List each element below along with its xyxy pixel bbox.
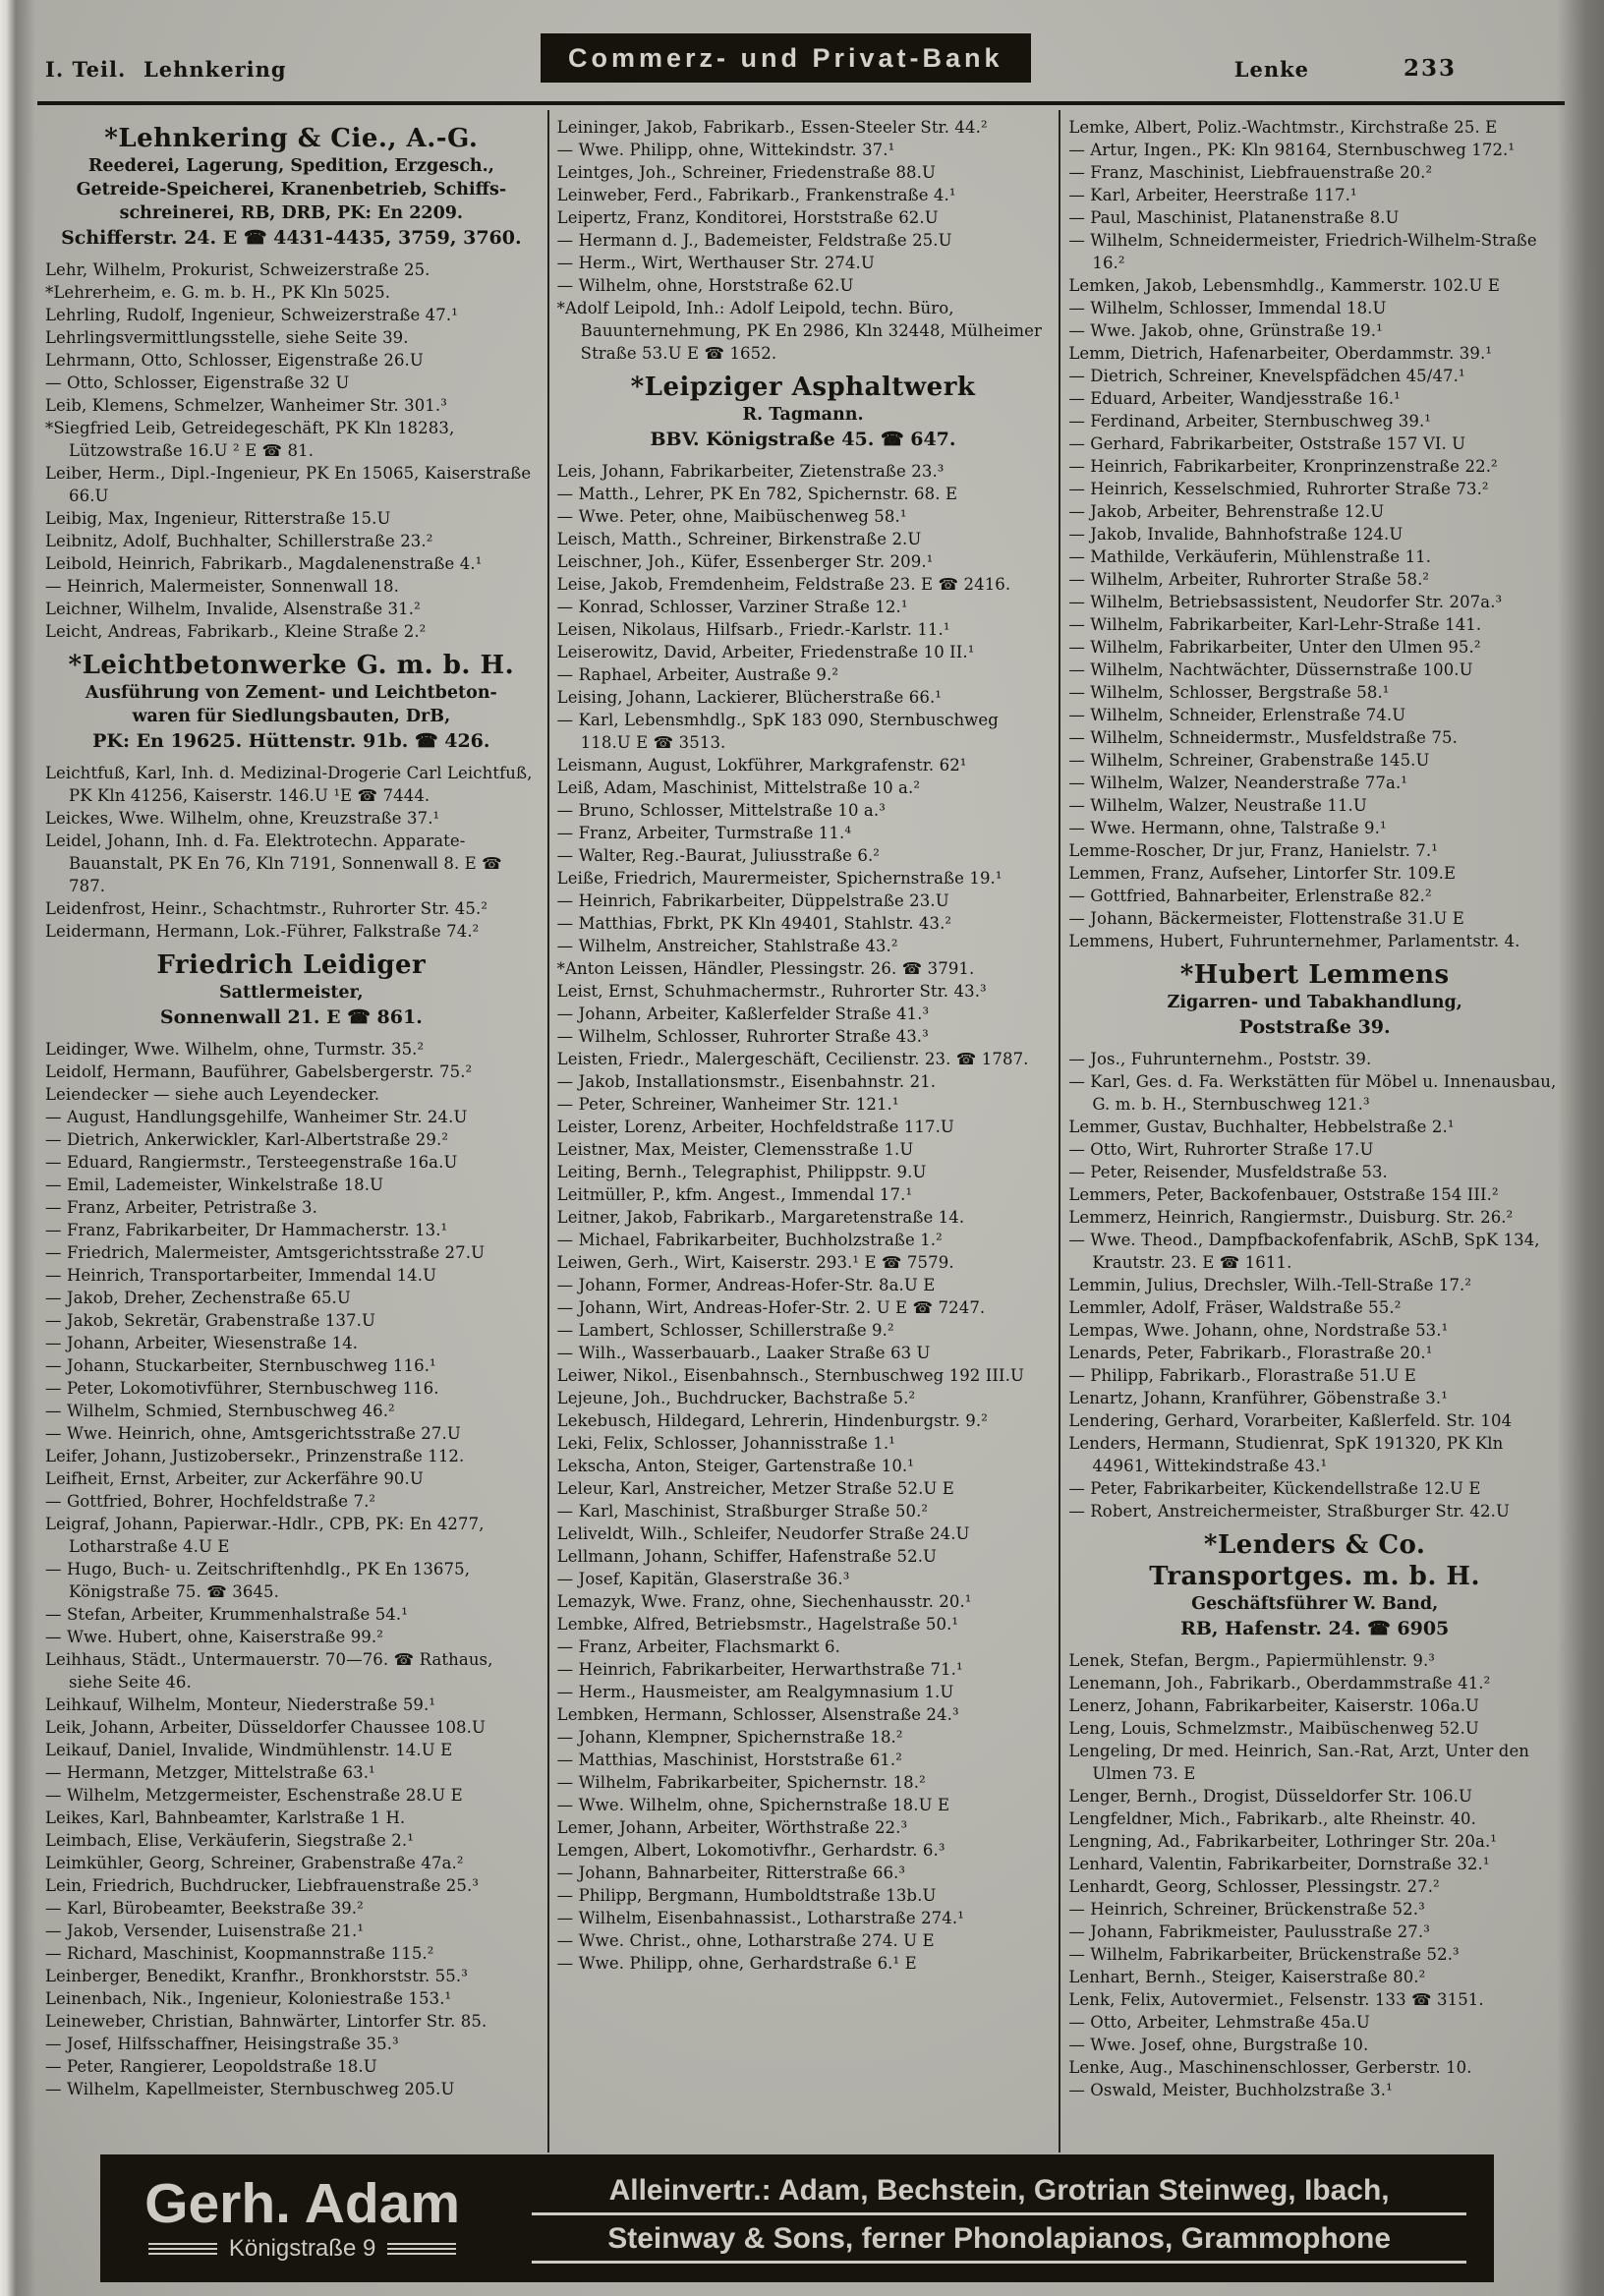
ad-line: PK: En 19625. Hüttenstr. 91b. ☎ 426. [92,730,490,752]
directory-entry: Leiwen, Gerh., Wirt, Kaiserstr. 293.¹ E ☎ 7579. [556,1253,954,1272]
directory-entry: Leisch, Matth., Schreiner, Birkenstraße 2.U [556,530,922,548]
bank-ad-banner: Commerz- und Privat-Bank [543,35,1029,81]
directory-entry: — Johann, Bäckermeister, Flottenstraße 31.U E [1068,909,1464,928]
directory-entry: — Jakob, Installationsmstr., Eisenbahnstr. 21. [556,1072,937,1091]
directory-entry: — Wwe. Philipp, ohne, Gerhardstraße 6.¹ E [556,1954,917,1973]
directory-entry: Lemm, Dietrich, Hafenarbeiter, Oberdammstr. 39.¹ [1068,344,1493,363]
directory-entry: Lemmens, Hubert, Fuhrunternehmer, Parlamentstr. 4. [1068,932,1520,950]
directory-entry: — Jakob, Invalide, Bahnhofstraße 124.U [1068,525,1404,544]
directory-entry: — Johann, Bahnarbeiter, Ritterstraße 66.³ [556,1864,906,1882]
directory-entry: Lenards, Peter, Fabrikarb., Florastraße 20.¹ [1068,1344,1433,1362]
directory-entry: Lemer, Johann, Arbeiter, Wörthstraße 22.³ [556,1818,908,1837]
directory-entry: — Wwe. Wilhelm, ohne, Spichernstraße 18.U E [556,1796,950,1814]
directory-entry: — Wilhelm, Arbeiter, Ruhrorter Straße 58.² [1068,570,1430,589]
directory-entry: — Wwe. Peter, ohne, Maibüschenweg 58.¹ [556,507,907,526]
directory-entry: — Wilhelm, Fabrikarbeiter, Brückenstraße 52.³ [1068,1945,1460,1964]
ad-line: Sattlermeister, [219,983,364,1003]
directory-entry: Lejeune, Joh., Buchdrucker, Bachstraße 5.² [556,1389,916,1407]
directory-entry: Lemazyk, Wwe. Franz, ohne, Siechenhausstr. 20.¹ [556,1592,972,1611]
directory-entry: Leibig, Max, Ingenieur, Ritterstraße 15.U [45,509,391,528]
directory-entry: — Robert, Anstreichermeister, Straßburger Str. 42.U [1068,1502,1510,1521]
directory-entry: Lenerz, Johann, Fabrikarbeiter, Kaiserstr. 106a.U [1068,1696,1480,1715]
directory-entry: — Wilhelm, Walzer, Neanderstraße 77a.¹ [1068,774,1408,792]
directory-entry: — Jakob, Arbeiter, Behrenstraße 12.U [1068,502,1385,521]
directory-entry: Leitner, Jakob, Fabrikarb., Margaretenstraße 14. [556,1208,965,1227]
ad-line: schreinerei, RB, DRB, PK: En 2209. [119,203,464,223]
directory-entry: Lemmerz, Heinrich, Rangiermstr., Duisburg. Str. 26.² [1068,1208,1514,1227]
display-ad [47,650,536,754]
directory-entry: Lenders, Hermann, Studienrat, SpK 191320, PK Kln 44961, Wittekindstraße 43.¹ [1068,1434,1504,1475]
ad-line: Poststraße 39. [1238,1016,1391,1038]
directory-entry: — Matthias, Maschinist, Horststraße 61.² [556,1751,902,1769]
directory-entry: Leiber, Herm., Dipl.-Ingenieur, PK En 15065, Kaiserstraße 66.U [45,464,532,505]
directory-entry: Lemmer, Gustav, Buchhalter, Hebbelstraße 2.¹ [1068,1118,1455,1136]
directory-entry: Leister, Lorenz, Arbeiter, Hochfeldstraße 117.U [556,1118,954,1136]
directory-entry: — Wwe. Hermann, ohne, Talstraße 9.¹ [1068,819,1387,837]
directory-entry: — Wilhelm, Walzer, Neustraße 11.U [1068,796,1367,815]
directory-entry: Leinenbach, Nik., Ingenieur, Koloniestraße 153.¹ [45,1989,452,2008]
directory-entry: — Otto, Arbeiter, Lehmstraße 45a.U [1068,2013,1370,2032]
directory-entry: *Lehrerheim, e. G. m. b. H., PK Kln 5025. [45,283,391,302]
page-number: 233 [1403,55,1457,82]
directory-entry: Leidermann, Hermann, Lok.-Führer, Falkstraße 74.² [45,922,480,941]
display-ad [559,372,1048,452]
part-label: I. Teil. [45,57,127,82]
directory-entry: Leihhaus, Städt., Untermauerstr. 70—76. ☎ Rathaus, siehe Seite 46. [45,1650,493,1692]
directory-entry: Leimkühler, Georg, Schreiner, Grabenstraße 47a.² [45,1854,464,1872]
ad-line: Sonnenwall 21. E ☎ 861. [159,1006,423,1028]
directory-entry: — Johann, Former, Andreas-Hofer-Str. 8a.U E [556,1276,936,1294]
page-header [0,0,1604,108]
directory-entry: — Wwe. Philipp, ohne, Wittekindstr. 37.¹ [556,141,895,159]
directory-entry: Leistner, Max, Meister, Clemensstraße 1.U [556,1140,914,1159]
directory-entry: — Wilhelm, Betriebsassistent, Neudorfer Str. 207a.³ [1068,593,1503,611]
directory-entry: — Franz, Arbeiter, Petristraße 3. [45,1198,317,1217]
directory-entry: — Wilhelm, Schneider, Erlenstraße 74.U [1068,706,1406,724]
directory-entry: Lengfeldner, Mich., Fabrikarb., alte Rheinstr. 40. [1068,1809,1476,1828]
directory-entry: Leising, Johann, Lackierer, Blücherstraße 66.¹ [556,688,942,707]
directory-entry: Lenger, Bernh., Drogist, Düsseldorfer Str. 106.U [1068,1787,1472,1806]
directory-entry: — Wilhelm, Nachtwächter, Düssernstraße 100.U [1068,660,1473,679]
directory-entry: — Wilhelm, Schneidermeister, Friedrich-Wilhelm-Straße 16.² [1068,231,1537,272]
directory-entry: Lehrlingsvermittlungsstelle, siehe Seite 39. [45,328,409,347]
directory-entry: *Siegfried Leib, Getreidegeschäft, PK Kln 18283, Lützowstraße 16.U ² E ☎ 81. [45,419,455,460]
directory-entry: — Hugo, Buch- u. Zeitschriftenhdlg., PK En 13675, Königstraße 75. ☎ 3645. [45,1560,471,1601]
directory-entry: — Josef, Hilfsschaffner, Heisingstraße 35.³ [45,2035,399,2053]
display-ad [1070,1529,1559,1641]
directory-entry: Leihkauf, Wilhelm, Monteur, Niederstraße 59.¹ [45,1695,436,1714]
directory-entry: — Johann, Wirt, Andreas-Hofer-Str. 2. U E ☎ 7247. [556,1298,986,1317]
bottom-ad-address-row [148,2237,456,2261]
column-3 [1059,110,1571,2152]
ad-line: waren für Siedlungsbauten, DrB, [132,707,451,726]
directory-entry: — Gerhard, Fabrikarbeiter, Oststraße 157 VI. U [1068,434,1466,453]
directory-entry: — Hermann, Metzger, Mittelstraße 63.¹ [45,1763,375,1782]
directory-entry: — Peter, Fabrikarbeiter, Kückendellstraße 12.U E [1068,1479,1481,1498]
guide-word-left: Lehnkering [143,57,287,82]
directory-entry: Lenek, Stefan, Bergm., Papiermühlenstr. 9.³ [1068,1651,1436,1670]
directory-entry: — Wilhelm, Fabrikarbeiter, Karl-Lehr-Straße 141. [1068,615,1482,634]
ad-line: *Hubert Lemmens [1179,960,1450,990]
bottom-ad-company: Gerh. Adam [144,2172,461,2235]
directory-entry: — Wilhelm, Eisenbahnassist., Lotharstraße 274.¹ [556,1909,964,1927]
bottom-ad-line-1: Alleinvertr.: Adam, Bechstein, Grotrian Steinweg, Ibach, [532,2174,1466,2215]
directory-entry: Lembke, Alfred, Betriebsmstr., Hagelstraße 50.¹ [556,1615,959,1634]
directory-entry: — Heinrich, Kesselschmied, Ruhrorter Straße 73.² [1068,480,1489,498]
directory-entry: — Heinrich, Fabrikarbeiter, Kronprinzenstraße 22.² [1068,457,1498,476]
directory-entry: — Peter, Rangierer, Leopoldstraße 18.U [45,2057,377,2076]
ad-line: Geschäftsführer W. Band, [1191,1594,1439,1614]
directory-entry: Lellmann, Johann, Schiffer, Hafenstraße 52.U [556,1547,938,1566]
directory-entry: Leineweber, Christian, Bahnwärter, Lintorfer Str. 85. [45,2012,487,2031]
guide-word-right: Lenke [1233,57,1309,82]
directory-entry: Leichtfuß, Karl, Inh. d. Medizinal-Drogerie Carl Leichtfuß, PK Kln 41256, Kaiserstr. 146.U ¹E ☎ 7444. [45,764,533,805]
ad-line: *Leichtbetonwerke G. m. b. H. [68,651,515,680]
directory-entry: Leis, Johann, Fabrikarbeiter, Zietenstraße 23.³ [556,462,945,481]
directory-entry: — Johann, Arbeiter, Kaßlerfelder Straße 41.³ [556,1004,930,1023]
directory-entry: Lemgen, Albert, Lokomotivfhr., Gerhardstr. 6.³ [556,1841,945,1860]
directory-entry: Leifheit, Ernst, Arbeiter, zur Ackerfähre 90.U [45,1469,424,1488]
bottom-ad-line-2: Steinway & Sons, ferner Phonolapianos, Grammophone [532,2222,1466,2264]
directory-entry: — Wwe. Theod., Dampfbackofenfabrik, ASchB, SpK 134, Krautstr. 23. E ☎ 1611. [1068,1231,1540,1272]
directory-entry: — Oswald, Meister, Buchholzstraße 3.¹ [1068,2081,1393,2099]
directory-entry: Leismann, August, Lokführer, Markgrafenstr. 62¹ [556,756,967,775]
directory-entry: — Philipp, Bergmann, Humboldtstraße 13b.U [556,1886,937,1905]
directory-entry: — Wwe. Jakob, ohne, Grünstraße 19.¹ [1068,321,1383,340]
directory-entry: Leininger, Jakob, Fabrikarb., Essen-Steeler Str. 44.² [556,118,988,137]
columns [37,110,1571,2152]
bottom-ad-banner [100,2154,1494,2282]
ad-line: Zigarren- und Tabakhandlung, [1167,993,1462,1012]
directory-entry: — Karl, Maschinist, Straßburger Straße 50.² [556,1502,929,1521]
directory-entry: — Herm., Wirt, Werthauser Str. 274.U [556,254,875,272]
ad-line: Transportges. m. b. H. [1149,1562,1481,1591]
directory-entry: Lendering, Gerhard, Vorarbeiter, Kaßlerfeld. Str. 104 [1068,1411,1513,1430]
directory-entry: Leikes, Karl, Bahnbeamter, Karlstraße 1 H. [45,1808,406,1827]
directory-entry: Leichner, Wilhelm, Invalide, Alsenstraße 31.² [45,600,421,618]
directory-entry: — Hermann d. J., Bademeister, Feldstraße 25.U [556,231,952,250]
directory-entry: Lengeling, Dr med. Heinrich, San.-Rat, Arzt, Unter den Ulmen 73. E [1068,1742,1530,1783]
directory-entry: — Lambert, Schlosser, Schillerstraße 9.² [556,1321,894,1340]
directory-entry: — Wilhelm, Schneidermstr., Musfeldstraße 75. [1068,728,1458,747]
directory-entry: — Philipp, Fabrikarb., Florastraße 51.U E [1068,1366,1416,1385]
directory-entry: Leleur, Karl, Anstreicher, Metzer Straße 52.U E [556,1479,954,1498]
ad-line: BBV. Königstraße 45. ☎ 647. [650,429,956,450]
directory-entry: — Eduard, Arbeiter, Wandjesstraße 16.¹ [1068,389,1401,408]
directory-entry: Lenhardt, Georg, Schlosser, Plessingstr. 27.² [1068,1877,1440,1896]
directory-entry: Leikauf, Daniel, Invalide, Windmühlenstr. 14.U E [45,1741,453,1759]
directory-entry: — Peter, Lokomotivführer, Sternbuschweg 116. [45,1379,439,1398]
directory-entry: — Wilhelm, Anstreicher, Stahlstraße 43.² [556,937,898,955]
directory-entry: — Karl, Ges. d. Fa. Werkstätten für Möbel u. Innenausbau, G. m. b. H., Sternbuschweg 121.³ [1068,1072,1557,1114]
directory-entry: *Anton Leissen, Händler, Plessingstr. 26. ☎ 3791. [556,959,975,978]
directory-entry: Leinberger, Benedikt, Kranfhr., Bronkhorststr. 55.³ [45,1967,468,1985]
directory-entry: Leiwer, Nikol., Eisenbahnsch., Sternbuschweg 192 III.U [556,1366,1024,1385]
ad-line: Friedrich Leidiger [156,950,427,980]
directory-entry: Lemke, Albert, Poliz.-Wachtmstr., Kirchstraße 25. E [1068,118,1498,137]
ad-line: *Leipziger Asphaltwerk [630,373,976,402]
directory-entry: *Adolf Leipold, Inh.: Adolf Leipold, techn. Büro, Bauunternehmung, PK En 2986, Kln 32448, Mülheimer Straße 53.U E ☎ 1652. [556,299,1042,363]
directory-entry: — Artur, Ingen., PK: Kln 98164, Sternbuschweg 172.¹ [1068,141,1516,159]
directory-entry: Leiß, Adam, Maschinist, Mittelstraße 10 a.² [556,778,921,797]
directory-entry: — Peter, Schreiner, Wanheimer Str. 121.¹ [556,1095,899,1114]
directory-entry: — Mathilde, Verkäuferin, Mühlenstraße 11. [1068,547,1432,566]
directory-entry: Leisen, Nikolaus, Hilfsarb., Friedr.-Karlstr. 11.¹ [556,620,950,639]
directory-entry: — Wilhelm, Schlosser, Immendal 18.U [1068,299,1387,317]
directory-entry: — Heinrich, Transportarbeiter, Immendal 14.U [45,1266,437,1285]
column-1 [37,110,547,2152]
directory-entry: — Jakob, Dreher, Zechenstraße 65.U [45,1289,351,1307]
directory-entry: — Johann, Klempner, Spichernstraße 18.² [556,1728,903,1747]
directory-entry: — Wwe. Christ., ohne, Lotharstraße 274. U E [556,1931,935,1950]
directory-entry: — Johann, Arbeiter, Wiesenstraße 14. [45,1334,359,1352]
directory-entry: — Heinrich, Fabrikarbeiter, Düppelstraße 23.U [556,891,949,910]
directory-entry: — Peter, Reisender, Musfeldstraße 53. [1068,1163,1388,1181]
directory-entry: Lenemann, Joh., Fabrikarb., Oberdammstraße 41.² [1068,1674,1491,1693]
directory-entry: Lein, Friedrich, Buchdrucker, Liebfrauenstraße 25.³ [45,1876,480,1895]
directory-entry: Lenartz, Johann, Kranführer, Göbenstraße 3.¹ [1068,1389,1448,1407]
display-ad [47,949,536,1030]
directory-entry: Leik, Johann, Arbeiter, Düsseldorfer Chaussee 108.U [45,1718,486,1737]
directory-entry: Leng, Louis, Schmelzmstr., Maibüschenweg 52.U [1068,1719,1479,1738]
directory-entry: — Wilhelm, ohne, Horststraße 62.U [556,276,854,295]
directory-entry: Leidinger, Wwe. Wilhelm, ohne, Turmstr. 35.² [45,1040,425,1059]
ad-line: Ausführung von Zement- und Leichtbeton- [85,683,497,703]
directory-entry: Leiße, Friedrich, Maurermeister, Spichernstraße 19.¹ [556,869,1002,888]
ad-line: Schifferstr. 24. E ☎ 4431-4435, 3759, 3760. [61,227,522,249]
directory-entry: — Wilhelm, Schlosser, Bergstraße 58.¹ [1068,683,1390,702]
directory-entry: — Franz, Fabrikarbeiter, Dr Hammacherstr. 13.¹ [45,1221,448,1239]
directory-entry: — Stefan, Arbeiter, Krummenhalstraße 54.¹ [45,1605,408,1624]
directory-entry: — Wilhelm, Metzgermeister, Eschenstraße 28.U E [45,1786,463,1805]
directory-entry: Lekebusch, Hildegard, Lehrerin, Hindenburgstr. 9.² [556,1411,988,1430]
directory-entry: — Walter, Reg.-Baurat, Juliusstraße 6.² [556,846,881,865]
directory-entry: — Josef, Kapitän, Glaserstraße 36.³ [556,1570,850,1588]
directory-entry: Lenk, Felix, Autovermiet., Felsenstr. 133 ☎ 3151. [1068,1990,1484,2009]
directory-entry: — Ferdinand, Arbeiter, Sternbuschweg 39.¹ [1068,412,1432,430]
directory-entry: Leibold, Heinrich, Fabrikarb., Magdalenenstraße 4.¹ [45,554,483,573]
directory-entry: Lemmers, Peter, Backofenbauer, Oststraße 154 III.² [1068,1185,1499,1204]
directory-entry: — Konrad, Schlosser, Varziner Straße 12.¹ [556,598,908,616]
display-ad [1070,959,1559,1040]
directory-entry: — Otto, Wirt, Ruhrorter Straße 17.U [1068,1140,1374,1159]
ad-line: *Lehnkering & Cie., A.-G. [104,124,479,153]
directory-entry: Lemmen, Franz, Aufseher, Lintorfer Str. 109.E [1068,864,1457,883]
directory-entry: — Heinrich, Schreiner, Brückenstraße 52.³ [1068,1900,1425,1919]
bottom-ad-right [504,2154,1494,2282]
directory-entry: Leifer, Johann, Justizobersekr., Prinzenstraße 112. [45,1447,465,1465]
directory-entry: — Johann, Fabrikmeister, Paulusstraße 27.³ [1068,1923,1430,1941]
directory-entry: Lemmler, Adolf, Fräser, Waldstraße 55.² [1068,1298,1402,1317]
directory-entry: Lemken, Jakob, Lebensmhdlg., Kammerstr. 102.U E [1068,276,1500,295]
directory-entry: — Wilhelm, Fabrikarbeiter, Spichernstr. 18.² [556,1773,926,1792]
directory-entry: — Richard, Maschinist, Koopmannstraße 115.² [45,1944,434,1963]
stripe-decoration-icon [387,2243,456,2256]
ad-line: RB, Hafenstr. 24. ☎ 6905 [1180,1618,1450,1639]
directory-entry: — Wilhelm, Schmied, Sternbuschweg 46.² [45,1402,395,1420]
directory-entry: — Jakob, Sekretär, Grabenstraße 137.U [45,1311,375,1330]
bottom-ad-address: Königstraße 9 [228,2235,376,2262]
directory-entry: Lenhard, Valentin, Fabrikarbeiter, Dornstraße 32.¹ [1068,1855,1490,1873]
directory-entry: Leliveldt, Wilh., Schleifer, Neudorfer Straße 24.U [556,1524,970,1543]
directory-entry: — Raphael, Arbeiter, Austraße 9.² [556,665,839,684]
directory-entry: Leigraf, Johann, Papierwar.-Hdlr., CPB, PK: En 4277, Lotharstraße 4.U E [45,1515,485,1556]
header-rule [37,101,1565,105]
directory-entry: — Wilh., Wasserbauarb., Laaker Straße 63 U [556,1344,931,1362]
ad-line: *Lenders & Co. [1203,1530,1426,1560]
directory-entry: — Heinrich, Fabrikarbeiter, Herwarthstraße 71.¹ [556,1660,963,1679]
directory-entry: — Paul, Maschinist, Platanenstraße 8.U [1068,208,1400,227]
directory-entry: — Wwe. Josef, ohne, Burgstraße 10. [1068,2036,1369,2054]
directory-entry: — Friedrich, Malermeister, Amtsgerichtsstraße 27.U [45,1243,486,1262]
directory-entry: Leipertz, Franz, Konditorei, Horststraße 62.U [556,208,939,227]
directory-entry: Lempas, Wwe. Johann, ohne, Nordstraße 53.¹ [1068,1321,1449,1340]
directory-entry: — Eduard, Rangiermstr., Tersteegenstraße 16a.U [45,1153,458,1172]
directory-entry: Leki, Felix, Schlosser, Johannisstraße 1.¹ [556,1434,895,1453]
stripe-decoration-icon [148,2243,217,2256]
directory-entry: — Wilhelm, Fabrikarbeiter, Unter den Ulmen 95.² [1068,638,1481,657]
directory-entry: Leischner, Joh., Küfer, Essenberger Str. 209.¹ [556,552,934,571]
directory-entry: — Emil, Lademeister, Winkelstraße 18.U [45,1176,384,1194]
directory-entry: Leimbach, Elise, Verkäuferin, Siegstraße 2.¹ [45,1831,414,1850]
directory-entry: — Karl, Bürobeamter, Beekstraße 39.² [45,1899,364,1918]
directory-entry: Leitmüller, P., kfm. Angest., Immendal 17.¹ [556,1185,913,1204]
ad-line: Reederei, Lagerung, Spedition, Erzgesch., [87,156,494,176]
directory-entry: Leintges, Joh., Schreiner, Friedenstraße 88.U [556,163,937,182]
directory-entry: — Herm., Hausmeister, am Realgymnasium 1.U [556,1683,954,1701]
directory-entry: — Jos., Fuhrunternehm., Poststr. 39. [1068,1050,1372,1068]
ad-line: Getreide-Speicherei, Kranenbetrieb, Schiffs- [76,180,507,200]
directory-entry: — Gottfried, Bohrer, Hochfeldstraße 7.² [45,1492,376,1511]
column-2 [547,110,1060,2152]
directory-entry: — Bruno, Schlosser, Mittelstraße 10 a.³ [556,801,886,820]
directory-entry: Lehrmann, Otto, Schlosser, Eigenstraße 26.U [45,351,424,370]
directory-entry: Leist, Ernst, Schuhmachermstr., Ruhrorter Str. 43.³ [556,982,987,1001]
directory-entry: — Otto, Schlosser, Eigenstraße 32 U [45,373,350,392]
directory-entry: Lenhart, Bernh., Steiger, Kaiserstraße 80.² [1068,1968,1426,1986]
directory-entry: — Gottfried, Bahnarbeiter, Erlenstraße 82.² [1068,887,1432,905]
directory-entry: — Heinrich, Malermeister, Sonnenwall 18. [45,577,399,596]
display-ad [47,123,536,251]
bottom-ad-left [100,2154,504,2282]
directory-entry: Leidel, Johann, Inh. d. Fa. Elektrotechn. Apparate-Bauanstalt, PK En 76, Kln 7191, Sonnenwall 8. E ☎ 787. [45,832,502,895]
directory-entry: — Matthias, Fbrkt, PK Kln 49401, Stahlstr. 43.² [556,914,952,933]
directory-entry: — Michael, Fabrikarbeiter, Buchholzstraße 1.² [556,1231,943,1249]
directory-entry: Leinweber, Ferd., Fabrikarb., Frankenstraße 4.¹ [556,186,956,204]
directory-entry: Lemme-Roscher, Dr jur, Franz, Hanielstr. 7.¹ [1068,841,1438,860]
directory-entry: — Wwe. Heinrich, ohne, Amtsgerichtsstraße 27.U [45,1424,461,1443]
directory-entry: Lemmin, Julius, Drechsler, Wilh.-Tell-Straße 17.² [1068,1276,1472,1294]
directory-entry: — Wwe. Hubert, ohne, Kaiserstraße 99.² [45,1628,383,1646]
directory-entry: Leidolf, Hermann, Bauführer, Gabelsbergerstr. 75.² [45,1062,473,1081]
directory-entry: — Karl, Lebensmhdlg., SpK 183 090, Sternbuschweg 118.U E ☎ 3513. [556,711,999,752]
directory-entry: Leise, Jakob, Fremdenheim, Feldstraße 23. E ☎ 2416. [556,575,1011,594]
directory-entry: Leidenfrost, Heinr., Schachtmstr., Ruhrorter Str. 45.² [45,899,488,918]
directory-entry: — Dietrich, Ankerwickler, Karl-Albertstraße 29.² [45,1130,449,1149]
directory-entry: Leiendecker — siehe auch Leyendecker. [45,1085,380,1104]
directory-entry: Lengning, Ad., Fabrikarbeiter, Lothringer Str. 20a.¹ [1068,1832,1498,1851]
directory-entry: — Matth., Lehrer, PK En 782, Spichernstr. 68. E [556,485,958,503]
directory-entry: Leibnitz, Adolf, Buchhalter, Schillerstraße 23.² [45,532,433,550]
directory-entry: Lenke, Aug., Maschinenschlosser, Gerberstr. 10. [1068,2058,1472,2077]
directory-entry: Leisten, Friedr., Malergeschäft, Cecilienstr. 23. ☎ 1787. [556,1050,1029,1068]
directory-entry: Leiting, Bernh., Telegraphist, Philippstr. 9.U [556,1163,927,1181]
directory-entry: — Karl, Arbeiter, Heerstraße 117.¹ [1068,186,1357,204]
directory-entry: Lekscha, Anton, Steiger, Gartenstraße 10.¹ [556,1457,914,1475]
directory-entry: Leicht, Andreas, Fabrikarb., Kleine Straße 2.² [45,622,427,641]
directory-entry: — Wilhelm, Schreiner, Grabenstraße 145.U [1068,751,1430,770]
directory-entry: Leickes, Wwe. Wilhelm, ohne, Kreuzstraße 37.¹ [45,809,440,828]
directory-entry: — Wilhelm, Schlosser, Ruhrorter Straße 43.³ [556,1027,929,1046]
directory-entry: Lehrling, Rudolf, Ingenieur, Schweizerstraße 47.¹ [45,306,458,324]
directory-entry: — Franz, Arbeiter, Flachsmarkt 6. [556,1637,840,1656]
directory-entry: Leib, Klemens, Schmelzer, Wanheimer Str. 301.³ [45,396,447,415]
directory-entry: Leiserowitz, David, Arbeiter, Friedenstraße 10 II.¹ [556,643,975,661]
directory-entry: — Franz, Maschinist, Liebfrauenstraße 20.² [1068,163,1433,182]
directory-entry: — Jakob, Versender, Luisenstraße 21.¹ [45,1922,365,1940]
directory-entry: — August, Handlungsgehilfe, Wanheimer Str. 24.U [45,1108,468,1126]
directory-entry: — Johann, Stuckarbeiter, Sternbuschweg 116.¹ [45,1356,436,1375]
directory-entry: Lembken, Hermann, Schlosser, Alsenstraße 24.³ [556,1705,959,1724]
directory-entry: — Franz, Arbeiter, Turmstraße 11.⁴ [556,824,852,842]
directory-entry: Lehr, Wilhelm, Prokurist, Schweizerstraße 25. [45,260,430,279]
directory-entry: — Dietrich, Schreiner, Knevelspfädchen 45/47.¹ [1068,367,1465,385]
ad-line: R. Tagmann. [742,405,864,425]
directory-entry: — Wilhelm, Kapellmeister, Sternbuschweg 205.U [45,2080,455,2098]
